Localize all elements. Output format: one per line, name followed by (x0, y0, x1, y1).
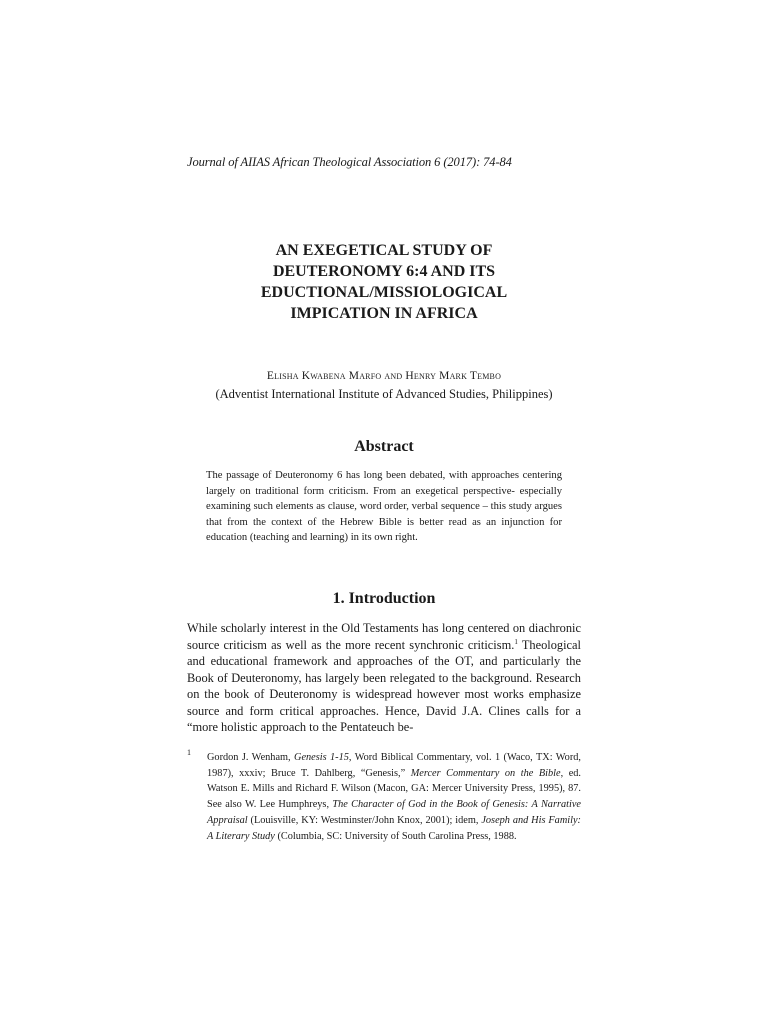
footnote-part-4: (Louisville, KY: Westminster/John Knox, 2001); idem, (247, 814, 482, 826)
footnote-title-1: Genesis 1-15 (294, 752, 349, 763)
footnote-title-2: Mercer Commentary on the Bible (410, 767, 561, 779)
footnote-mark: 1 (187, 748, 191, 757)
title-line-2: DEUTERONOMY 6:4 AND ITS (272, 263, 496, 280)
article-title (184, 240, 584, 324)
intro-text-part-2: Theological and educational framework and approaches of the OT, and particularly the Book of Deuteronomy, has largely been relegated to the background. Research on the book of Deuteronomy is widespread however most works emphasize source and form critical approaches. Hence, David J.A. Clines calls for a “more holistic approach to the Pentateuch be- (187, 637, 581, 734)
footnote-part-5: (Columbia, SC: University of South Carolina Press, 1988. (274, 830, 517, 842)
footnote-reference: 1 (514, 637, 518, 646)
footnote-part-2: , Word Biblical Commentary, vol. 1 (Waco, TX: Word, 1987), xxxiv; Bruce T. Dahlberg, “Genesis,” (207, 752, 581, 779)
footnote-part-1: Gordon J. Wenham, (207, 752, 295, 763)
footnote-title-4: Joseph and His Family: A Literary Study (207, 814, 581, 842)
footnote-title-3: The Character of God in the Book of Genesis: A Narrative Appraisal (207, 799, 581, 826)
footnote-text (207, 750, 581, 844)
journal-header: Journal of AIIAS African Theological Association 6 (2017): 74-84 (187, 155, 512, 169)
title-line-4: IMPICATION IN AFRICA (290, 305, 478, 322)
affiliation: (Adventist International Institute of Advanced Studies, Philippines) (215, 387, 553, 401)
title-line-1: AN EXEGETICAL STUDY OF (275, 242, 493, 259)
title-line-3: EDUCTIONAL/MISSIOLOGICAL (260, 284, 508, 301)
authors: Elisha Kwabena Marfo and Henry Mark Tembo (266, 370, 502, 382)
intro-text-part-1: While scholarly interest in the Old Testaments has long centered on diachronic source criticism as well as the more recent synchronic criticism. (187, 621, 581, 652)
introduction-text (187, 620, 581, 736)
abstract-heading: Abstract (354, 438, 414, 455)
abstract-text: The passage of Deuteronomy 6 has long been debated, with approaches centering largely on traditional form criticism. From an exegetical perspective- especially examining such elements as clause, word order, verbal sequence – this study argues that from the context of the Hebrew Bible is better read as an injunction for education (teaching and learning) in its own right. (206, 470, 562, 543)
introduction-heading: 1. Introduction (332, 590, 436, 607)
footnote-part-3: , ed. Watson E. Mills and Richard F. Wilson (Macon, GA: Mercer University Press, 1995), 87. See also W. Lee Humphreys, (207, 767, 581, 811)
